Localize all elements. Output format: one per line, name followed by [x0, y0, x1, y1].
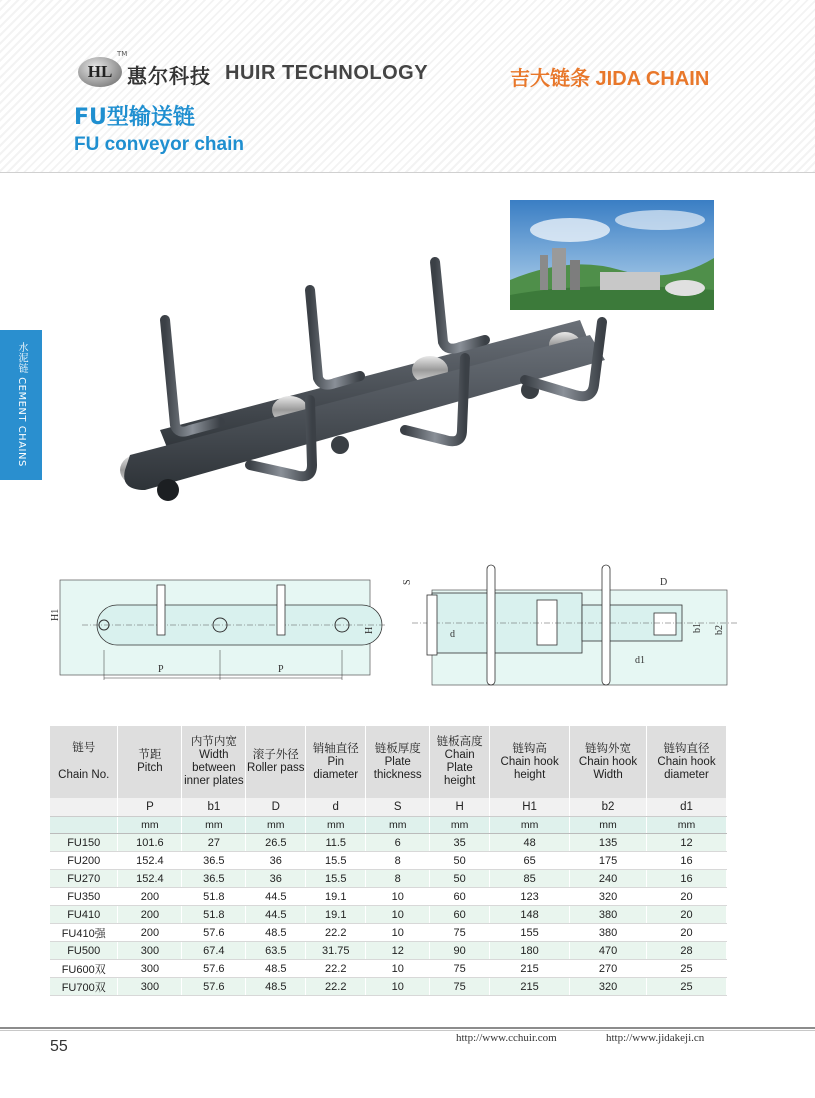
table-cell: 320	[570, 888, 647, 906]
table-cell: 10	[366, 978, 430, 996]
table-cell: 15.5	[306, 870, 366, 888]
dim-label-h: H	[364, 626, 375, 634]
table-cell: 200	[118, 888, 182, 906]
table-cell: 175	[570, 852, 647, 870]
table-cell: 25	[646, 960, 726, 978]
table-cell: 63.5	[246, 942, 306, 960]
table-cell: 51.8	[182, 888, 246, 906]
chain-number-cell: FU200	[50, 852, 118, 870]
table-cell: 20	[646, 888, 726, 906]
table-row	[50, 834, 727, 852]
column-header-cn: 链板厚度	[374, 742, 421, 755]
column-header-cn: 链板高度	[436, 736, 483, 748]
dim-label-b2: b2	[714, 625, 725, 635]
column-header-en: Chain No.	[58, 769, 110, 781]
dim-label-p2: P	[278, 664, 284, 675]
table-cell: 380	[570, 924, 647, 942]
column-header-en: Chain hook Width	[578, 755, 638, 781]
table-cell: 31.75	[306, 942, 366, 960]
side-view-drawing	[52, 560, 392, 690]
table-cell: 27	[182, 834, 246, 852]
table-cell: 51.8	[182, 906, 246, 924]
table-cell: 300	[118, 942, 182, 960]
symbol-cell: d1	[646, 798, 726, 817]
table-row	[50, 888, 727, 906]
table-cell: 101.6	[118, 834, 182, 852]
symbol-cell: P	[118, 798, 182, 817]
table-cell: 48.5	[246, 924, 306, 942]
side-tab-label: 水泥链 CEMENT CHAINS	[16, 342, 27, 467]
column-header	[306, 726, 366, 798]
column-header	[430, 726, 490, 798]
table-header-row	[50, 726, 727, 798]
table-cell: 48.5	[246, 960, 306, 978]
table-cell: 75	[430, 978, 490, 996]
dim-label-d: d	[450, 629, 455, 640]
table-cell: 12	[646, 834, 726, 852]
column-header	[646, 726, 726, 798]
table-cell: 75	[430, 960, 490, 978]
column-header-cn: 链钩外宽	[585, 742, 632, 755]
column-header-cn: 链号	[72, 742, 96, 754]
table-cell: 48	[490, 834, 570, 852]
table-cell: 215	[490, 978, 570, 996]
table-cell: 8	[366, 852, 430, 870]
table-cell: 22.2	[306, 978, 366, 996]
unit-row	[50, 817, 727, 834]
symbol-cell: S	[366, 798, 430, 817]
table-cell: 300	[118, 960, 182, 978]
table-row	[50, 906, 727, 924]
unit-cell: mm	[182, 817, 246, 834]
table-cell: 12	[366, 942, 430, 960]
column-header-cn: 内节内宽	[190, 736, 237, 748]
table-cell: 152.4	[118, 870, 182, 888]
table-cell: 20	[646, 906, 726, 924]
symbol-cell: b2	[570, 798, 647, 817]
footer-divider	[0, 1027, 815, 1029]
table-cell: 215	[490, 960, 570, 978]
table-cell: 20	[646, 924, 726, 942]
table-cell: 22.2	[306, 924, 366, 942]
table-cell: 44.5	[246, 906, 306, 924]
table-row	[50, 870, 727, 888]
table-cell: 270	[570, 960, 647, 978]
table-cell: 65	[490, 852, 570, 870]
website-url-cchuir[interactable]: http://www.cchuir.com	[456, 1032, 557, 1044]
table-cell: 200	[118, 906, 182, 924]
table-cell: 10	[366, 960, 430, 978]
symbol-cell: H1	[490, 798, 570, 817]
unit-cell: mm	[118, 817, 182, 834]
table-cell: 35	[430, 834, 490, 852]
dim-label-b1: b1	[692, 623, 703, 633]
brand-name-en: HUIR TECHNOLOGY	[225, 62, 429, 84]
table-cell: 200	[118, 924, 182, 942]
table-cell: 155	[490, 924, 570, 942]
chain-number-cell: FU600双	[50, 960, 118, 978]
dim-label-s: S	[402, 579, 413, 585]
dim-label-h1: H1	[50, 608, 61, 621]
table-cell: 16	[646, 870, 726, 888]
table-row	[50, 978, 727, 996]
column-header-en: Chain hook diameter	[657, 755, 716, 781]
symbol-cell: b1	[182, 798, 246, 817]
table-row	[50, 852, 727, 870]
chain-product-illustration	[100, 250, 620, 520]
table-cell: 10	[366, 924, 430, 942]
table-cell: 16	[646, 852, 726, 870]
column-header-en: Chain Plate height	[444, 749, 476, 787]
unit-cell: mm	[646, 817, 726, 834]
table-cell: 57.6	[182, 960, 246, 978]
table-cell: 36	[246, 852, 306, 870]
unit-cell: mm	[366, 817, 430, 834]
top-view-drawing	[392, 555, 742, 695]
column-header	[118, 726, 182, 798]
table-cell: 11.5	[306, 834, 366, 852]
page-title-en: FU conveyor chain	[74, 134, 244, 155]
table-cell: 15.5	[306, 852, 366, 870]
table-cell: 300	[118, 978, 182, 996]
table-cell: 36	[246, 870, 306, 888]
page-number: 55	[50, 1038, 68, 1055]
table-cell: 50	[430, 870, 490, 888]
table-cell: 19.1	[306, 888, 366, 906]
unit-cell	[50, 817, 118, 834]
symbol-cell	[50, 798, 118, 817]
table-cell: 26.5	[246, 834, 306, 852]
column-header-en: Plate thickness	[373, 755, 422, 781]
chain-number-cell: FU410	[50, 906, 118, 924]
chain-number-cell: FU350	[50, 888, 118, 906]
table-cell: 36.5	[182, 852, 246, 870]
table-cell: 380	[570, 906, 647, 924]
table-cell: 60	[430, 888, 490, 906]
table-cell: 90	[430, 942, 490, 960]
table-cell: 320	[570, 978, 647, 996]
column-header-en: Pitch	[137, 762, 163, 774]
table-cell: 8	[366, 870, 430, 888]
unit-cell: mm	[570, 817, 647, 834]
column-header	[246, 726, 306, 798]
table-cell: 57.6	[182, 978, 246, 996]
jida-chain-brand: 吉大链条 JIDA CHAIN	[510, 68, 710, 90]
column-header-en: Chain hook height	[500, 755, 559, 781]
unit-cell: mm	[306, 817, 366, 834]
table-cell: 240	[570, 870, 647, 888]
unit-cell: mm	[430, 817, 490, 834]
chain-number-cell: FU150	[50, 834, 118, 852]
table-cell: 123	[490, 888, 570, 906]
column-header-cn: 销轴直径	[312, 742, 359, 755]
symbol-cell: H	[430, 798, 490, 817]
column-header-cn: 滚子外径	[252, 749, 299, 761]
table-cell: 10	[366, 888, 430, 906]
table-cell: 22.2	[306, 960, 366, 978]
table-cell: 60	[430, 906, 490, 924]
table-row	[50, 924, 727, 942]
table-cell: 135	[570, 834, 647, 852]
table-cell: 25	[646, 978, 726, 996]
table-cell: 75	[430, 924, 490, 942]
unit-cell: mm	[490, 817, 570, 834]
chain-number-cell: FU500	[50, 942, 118, 960]
dim-label-p1: P	[158, 664, 164, 675]
chain-number-cell: FU410强	[50, 924, 118, 942]
table-cell: 470	[570, 942, 647, 960]
column-header-en: Roller pass	[247, 762, 305, 774]
column-header-en: Width between inner plates	[184, 749, 244, 787]
dim-label-d1: d1	[635, 655, 645, 666]
table-cell: 57.6	[182, 924, 246, 942]
column-header	[570, 726, 647, 798]
table-cell: 10	[366, 906, 430, 924]
chain-number-cell: FU270	[50, 870, 118, 888]
symbol-cell: D	[246, 798, 306, 817]
unit-cell: mm	[246, 817, 306, 834]
column-header	[490, 726, 570, 798]
table-cell: 44.5	[246, 888, 306, 906]
table-cell: 85	[490, 870, 570, 888]
column-header-cn: 链钩高	[512, 742, 547, 755]
table-row	[50, 960, 727, 978]
side-category-tab	[0, 330, 42, 480]
footer-divider-thin	[0, 1030, 815, 1031]
table-cell: 152.4	[118, 852, 182, 870]
chain-number-cell: FU700双	[50, 978, 118, 996]
website-url-jidakeji[interactable]: http://www.jidakeji.cn	[606, 1032, 705, 1044]
trademark-mark: TM	[117, 50, 128, 58]
column-header-en: Pin diameter	[313, 755, 359, 781]
table-cell: 67.4	[182, 942, 246, 960]
table-cell: 28	[646, 942, 726, 960]
symbol-cell: d	[306, 798, 366, 817]
table-cell: 148	[490, 906, 570, 924]
brand-name-cn: 惠尔科技	[127, 64, 211, 88]
table-cell: 36.5	[182, 870, 246, 888]
column-header	[182, 726, 246, 798]
table-cell: 6	[366, 834, 430, 852]
company-logo	[78, 57, 122, 87]
table-cell: 180	[490, 942, 570, 960]
table-row	[50, 942, 727, 960]
column-header-cn: 链钩直径	[663, 742, 710, 755]
table-cell: 19.1	[306, 906, 366, 924]
spec-table	[50, 726, 727, 996]
column-header	[366, 726, 430, 798]
table-cell: 50	[430, 852, 490, 870]
column-header	[50, 726, 118, 798]
column-header-cn: 节距	[138, 749, 162, 761]
symbol-row	[50, 798, 727, 817]
table-cell: 48.5	[246, 978, 306, 996]
page-title-cn: FU型输送链	[74, 105, 195, 130]
dim-label-D: D	[660, 577, 668, 588]
logo-text: HL	[87, 62, 113, 81]
